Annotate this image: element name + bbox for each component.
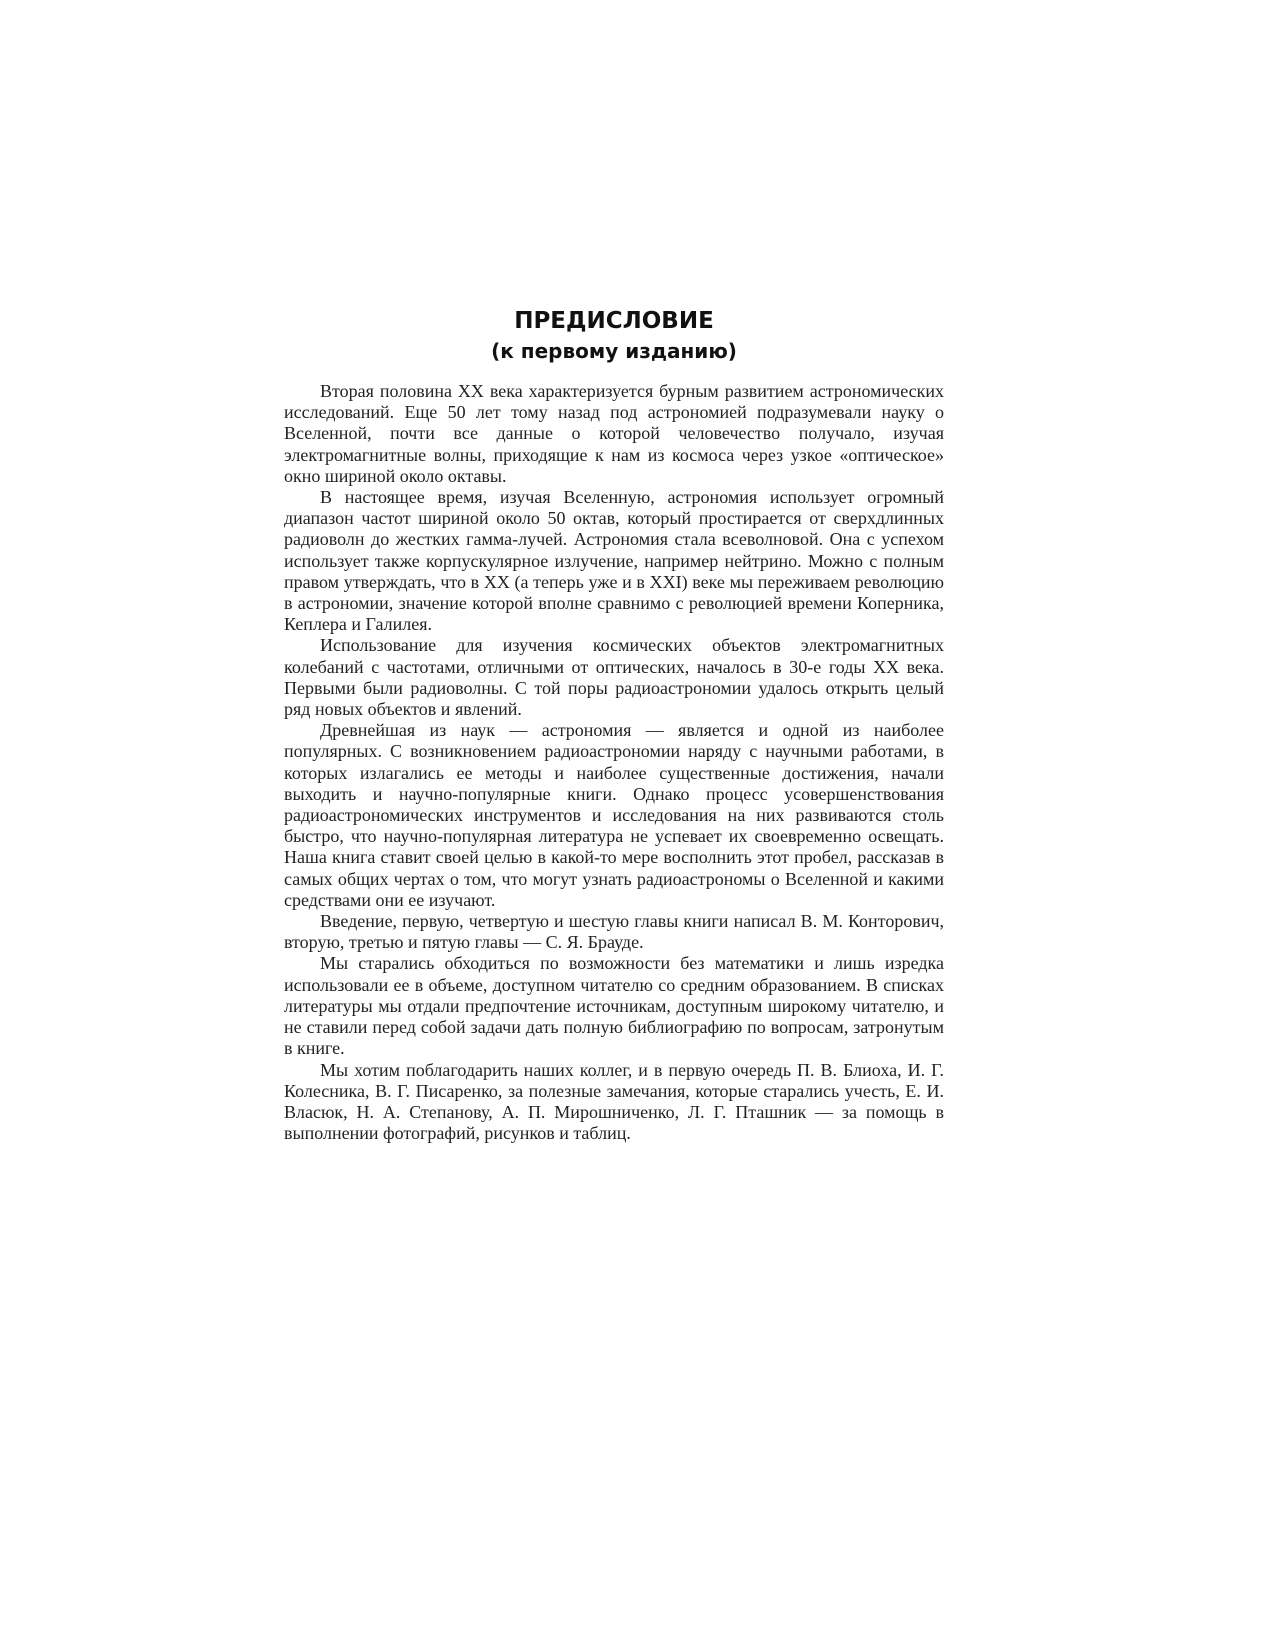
page-title: ПРЕДИСЛОВИЕ [514,308,714,334]
paragraph: Использование для изучения космических объектов электромагнитных колебаний с частотами, отличными от оптических, началось в 30-е годы XX века. Первыми были радиоволны. С той поры радиоастрономии удалось открыть целый ряд новых объектов и явлений. [284,635,944,720]
preface-body [284,381,944,1144]
paragraph: Древнейшая из наук — астрономия — является и одной из наиболее популярных. С возникновением радиоастрономии наряду с научными работами, в которых излагались ее методы и наиболее существенные достижения, начали выходить и научно-популярные книги. Однако процесс усовершенствования радиоастрономических инструментов и исследования на них развиваются столь быстро, что научно-популярная литература не успевает их своевременно освещать. Наша книга ставит своей целью в какой-то мере восполнить этот пробел, рассказав в самых общих чертах о том, что могут узнать радиоастрономы о Вселенной и какими средствами они ее изучают. [284,720,944,910]
paragraph: Введение, первую, четвертую и шестую главы книги написал В. М. Конторович, вторую, третью и пятую главы — С. Я. Брауде. [284,911,944,953]
page-subtitle: (к первому изданию) [491,339,737,363]
paragraph: Мы старались обходиться по возможности без математики и лишь изредка использовали ее в объеме, доступном читателю со средним образованием. В списках литературы мы отдали предпочтение источникам, доступным широкому читателю, и не ставили перед собой задачи дать полную библиографию по вопросам, затронутым в книге. [284,953,944,1059]
paragraph: Вторая половина XX века характеризуется бурным развитием астрономических исследований. Еще 50 лет тому назад под астрономией подразумевали науку о Вселенной, почти все данные о которой человечество получало, изучая электромагнитные волны, приходящие к нам из космоса через узкое «оптическое» окно шириной около октавы. [284,381,944,486]
preface-heading [284,306,944,366]
paragraph: Мы хотим поблагодарить наших коллег, и в первую очередь П. В. Блиоха, И. Г. Колесника, В. Г. Писаренко, за полезные замечания, которые старались учесть, Е. И. Власюк, Н. А. Степанову, А. П. Мирошниченко, Л. Г. Пташник — за помощь в выполнении фотографий, рисунков и таблиц. [284,1059,944,1144]
paragraph: В настоящее время, изучая Вселенную, астрономия использует огромный диапазон частот шириной около 50 октав, который простирается от сверхдлинных радиоволн до жестких гамма-лучей. Астрономия стала всеволновой. Она с успехом использует также корпускулярное излучение, например нейтрино. Можно с полным правом утверждать, что в XX (а теперь уже и в XXI) веке мы переживаем революцию в астрономии, значение которой вполне сравнимо с революцией времени Коперника, Кеплера и Галилея. [284,487,944,635]
